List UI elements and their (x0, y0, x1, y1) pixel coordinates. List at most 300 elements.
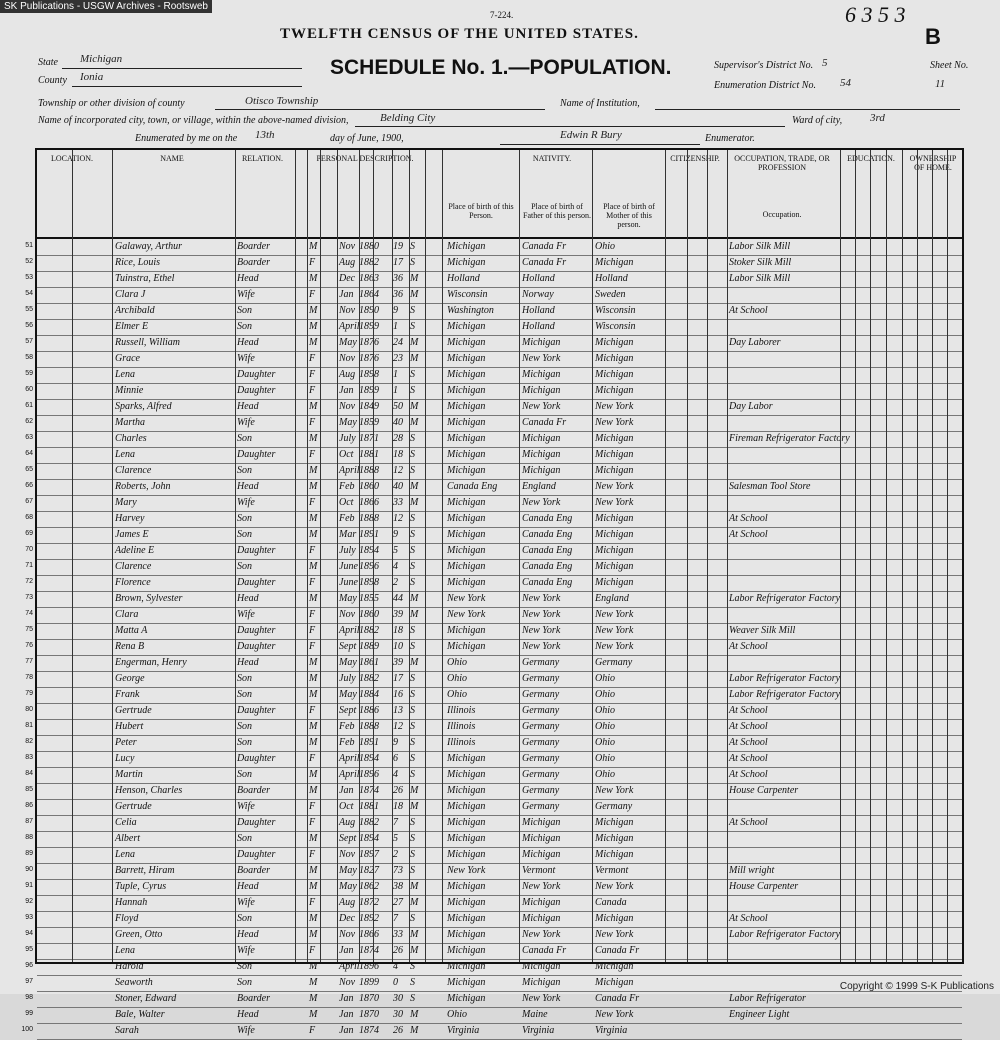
cell-pb: Michigan (447, 241, 486, 252)
cell-name: Grace (115, 353, 140, 364)
cell-age: 18 (393, 449, 403, 460)
table-row (25, 495, 962, 511)
cell-age: 1 (393, 369, 398, 380)
row-number: 84 (25, 770, 33, 777)
cell-pm: New York (595, 641, 634, 652)
cell-pf: England (522, 481, 556, 492)
cell-sex: M (309, 833, 318, 844)
row-number: 69 (25, 530, 33, 537)
cell-sex: F (309, 385, 316, 396)
cell-pf: New York (522, 609, 561, 620)
table-row (25, 895, 962, 911)
cell-pf: New York (522, 993, 561, 1004)
day-value: 13th (255, 129, 275, 141)
cell-yr: 1894 (359, 753, 379, 764)
cell-sex: M (309, 865, 318, 876)
cell-name: Harvey (115, 513, 145, 524)
row-number: 56 (25, 322, 33, 329)
cell-pf: Maine (522, 1009, 548, 1020)
cell-rel: Son (237, 961, 252, 972)
table-row (25, 815, 962, 831)
cell-mo: Feb (339, 737, 355, 748)
row-number: 88 (25, 834, 33, 841)
cell-age: 17 (393, 257, 403, 268)
cell-rel: Son (237, 433, 252, 444)
cell-yr: 1888 (359, 721, 379, 732)
table-row (25, 479, 962, 495)
cell-pb: Holland (447, 273, 480, 284)
cell-pf: Holland (522, 305, 555, 316)
cell-mo: Sept (339, 641, 357, 652)
cell-occ: Labor Refrigerator Factory (729, 929, 841, 940)
cell-name: Russell, William (115, 337, 180, 348)
cell-name: Roberts, John (115, 481, 171, 492)
cell-mo: Jan (339, 785, 354, 796)
cell-age: 13 (393, 705, 403, 716)
cell-sex: M (309, 593, 318, 604)
cell-age: 4 (393, 961, 398, 972)
cell-sex: M (309, 689, 318, 700)
cell-rel: Son (237, 673, 252, 684)
table-row (25, 879, 962, 895)
cell-rel: Head (237, 401, 259, 412)
cell-age: 39 (393, 609, 403, 620)
cell-pm: Ohio (595, 673, 615, 684)
cell-ms: S (410, 721, 415, 732)
cell-pm: Sweden (595, 289, 626, 300)
cell-pm: Ohio (595, 705, 615, 716)
row-number: 52 (25, 258, 33, 265)
cell-ms: S (410, 241, 415, 252)
cell-name: Mary (115, 497, 137, 508)
cell-rel: Head (237, 481, 259, 492)
cell-name: Rice, Louis (115, 257, 160, 268)
cell-mo: Sept (339, 705, 357, 716)
cell-pb: Michigan (447, 945, 486, 956)
cell-mo: April (339, 769, 360, 780)
cell-name: Lena (115, 945, 135, 956)
cell-pm: Ohio (595, 721, 615, 732)
table-row (25, 287, 962, 303)
cell-pb: New York (447, 865, 486, 876)
cell-pm: Michigan (595, 833, 634, 844)
source-banner: SK Publications - USGW Archives - Rootsweb (0, 0, 212, 13)
table-row (25, 319, 962, 335)
cell-yr: 1871 (359, 433, 379, 444)
cell-age: 0 (393, 977, 398, 988)
cell-age: 30 (393, 1009, 403, 1020)
cell-rel: Head (237, 1009, 259, 1020)
cell-pm: Wisconsin (595, 305, 636, 316)
cell-yr: 1894 (359, 833, 379, 844)
cell-ms: M (410, 481, 419, 492)
cell-yr: 1860 (359, 609, 379, 620)
cell-sex: M (309, 657, 318, 668)
cell-pb: Michigan (447, 977, 486, 988)
table-row (25, 367, 962, 383)
cell-pm: New York (595, 417, 634, 428)
cell-rel: Son (237, 305, 252, 316)
table-row (25, 591, 962, 607)
cell-mo: Nov (339, 241, 356, 252)
cell-yr: 1872 (359, 897, 379, 908)
cell-pm: New York (595, 785, 634, 796)
cell-yr: 1876 (359, 353, 379, 364)
cell-rel: Son (237, 513, 252, 524)
cell-sex: M (309, 977, 318, 988)
cell-pb: Michigan (447, 801, 486, 812)
cell-yr: 1881 (359, 801, 379, 812)
cell-pf: Michigan (522, 369, 561, 380)
row-number: 60 (25, 386, 33, 393)
cell-age: 12 (393, 465, 403, 476)
cell-sex: F (309, 817, 316, 828)
cell-ms: S (410, 849, 415, 860)
cell-pm: New York (595, 481, 634, 492)
cell-pm: Wisconsin (595, 321, 636, 332)
cell-yr: 1898 (359, 369, 379, 380)
cell-mo: Nov (339, 929, 356, 940)
cell-rel: Son (237, 913, 252, 924)
cell-pb: Ohio (447, 673, 467, 684)
cell-pm: New York (595, 625, 634, 636)
cell-mo: Jan (339, 385, 354, 396)
cell-yr: 1890 (359, 305, 379, 316)
cell-pm: England (595, 593, 629, 604)
cell-pb: New York (447, 609, 486, 620)
table-row (25, 639, 962, 655)
cell-yr: 1888 (359, 513, 379, 524)
cell-name: Hannah (115, 897, 148, 908)
cell-pb: Michigan (447, 833, 486, 844)
cell-ms: S (410, 961, 415, 972)
cell-pb: Michigan (447, 561, 486, 572)
cell-yr: 1874 (359, 1025, 379, 1036)
row-number: 74 (25, 610, 33, 617)
cell-pb: Michigan (447, 641, 486, 652)
row-number: 100 (21, 1026, 33, 1033)
cell-rel: Wife (237, 353, 255, 364)
cell-ms: M (410, 801, 419, 812)
cell-ms: M (410, 401, 419, 412)
cell-yr: 1880 (359, 241, 379, 252)
row-number: 65 (25, 466, 33, 473)
cell-pf: Canada Eng (522, 545, 573, 556)
cell-rel: Head (237, 273, 259, 284)
cell-mo: Oct (339, 801, 354, 812)
cell-age: 2 (393, 577, 398, 588)
cell-rel: Boarder (237, 241, 270, 252)
cell-yr: 1882 (359, 257, 379, 268)
cell-occ: At School (729, 641, 768, 652)
cell-sex: M (309, 673, 318, 684)
cell-name: Charles (115, 433, 147, 444)
cell-pm: Ohio (595, 753, 615, 764)
cell-age: 1 (393, 321, 398, 332)
cell-yr: 1884 (359, 689, 379, 700)
table-row (25, 799, 962, 815)
cell-ms: S (410, 513, 415, 524)
cell-age: 39 (393, 657, 403, 668)
cell-pf: Germany (522, 705, 560, 716)
cell-ms: S (410, 433, 415, 444)
cell-pb: Ohio (447, 1009, 467, 1020)
cell-mo: Jan (339, 993, 354, 1004)
cell-rel: Head (237, 593, 259, 604)
cell-pm: Michigan (595, 529, 634, 540)
cell-pb: New York (447, 593, 486, 604)
table-row (25, 943, 962, 959)
cell-rel: Wife (237, 897, 255, 908)
cell-sex: M (309, 881, 318, 892)
cell-rel: Daughter (237, 577, 276, 588)
cell-name: Tuinstra, Ethel (115, 273, 175, 284)
cell-occ: Day Labor (729, 401, 773, 412)
table-row (25, 383, 962, 399)
cell-mo: Nov (339, 849, 356, 860)
row-number: 79 (25, 690, 33, 697)
cell-name: Elmer E (115, 321, 149, 332)
cell-occ: Day Laborer (729, 337, 781, 348)
cell-sex: F (309, 897, 316, 908)
cell-pb: Michigan (447, 353, 486, 364)
cell-occ: At School (729, 913, 768, 924)
cell-name: Lena (115, 849, 135, 860)
row-number: 77 (25, 658, 33, 665)
cell-mo: May (339, 417, 357, 428)
cell-name: Bale, Walter (115, 1009, 165, 1020)
cell-pb: Michigan (447, 497, 486, 508)
row-number: 99 (25, 1010, 33, 1017)
cell-pf: Germany (522, 673, 560, 684)
cell-name: Seaworth (115, 977, 153, 988)
cell-ms: S (410, 625, 415, 636)
cell-occ: Stoker Silk Mill (729, 257, 792, 268)
cell-sex: M (309, 529, 318, 540)
cell-yr: 1862 (359, 881, 379, 892)
cell-sex: M (309, 721, 318, 732)
cell-mo: Nov (339, 305, 356, 316)
cell-mo: May (339, 593, 357, 604)
county-label: County (38, 75, 67, 86)
cell-mo: Aug (339, 817, 356, 828)
table-row (25, 463, 962, 479)
row-number: 96 (25, 962, 33, 969)
cell-pb: Michigan (447, 881, 486, 892)
cell-pm: Michigan (595, 369, 634, 380)
cell-mo: Jan (339, 1025, 354, 1036)
cell-yr: 1849 (359, 401, 379, 412)
cell-age: 24 (393, 337, 403, 348)
table-row (25, 687, 962, 703)
cell-name: Lena (115, 449, 135, 460)
cell-age: 12 (393, 513, 403, 524)
cell-occ: Engineer Light (729, 1009, 790, 1020)
cell-ms: M (410, 417, 419, 428)
cell-age: 9 (393, 737, 398, 748)
personal-description-header: PERSONAL DESCRIPTION. (316, 154, 414, 163)
cell-pf: New York (522, 497, 561, 508)
cell-pm: Michigan (595, 577, 634, 588)
cell-pf: Germany (522, 721, 560, 732)
cell-yr: 1891 (359, 529, 379, 540)
table-row (25, 863, 962, 879)
cell-yr: 1864 (359, 289, 379, 300)
cell-rel: Daughter (237, 625, 276, 636)
cell-rel: Son (237, 769, 252, 780)
cell-ms: S (410, 577, 415, 588)
row-number: 73 (25, 594, 33, 601)
table-row (25, 783, 962, 799)
table-row (25, 975, 962, 991)
cell-mo: April (339, 625, 360, 636)
cell-mo: May (339, 657, 357, 668)
cell-pb: Michigan (447, 337, 486, 348)
cell-pb: Wisconsin (447, 289, 488, 300)
cell-pm: Michigan (595, 977, 634, 988)
cell-rel: Boarder (237, 865, 270, 876)
cell-yr: 1870 (359, 1009, 379, 1020)
cell-rel: Daughter (237, 705, 276, 716)
schedule-title: SCHEDULE No. 1.—POPULATION. (330, 56, 672, 79)
cell-pm: Michigan (595, 433, 634, 444)
cell-name: Clara (115, 609, 139, 620)
enumeration-label: Enumeration District No. (714, 80, 816, 91)
table-header (37, 150, 962, 239)
cell-name: George (115, 673, 145, 684)
cell-ms: S (410, 321, 415, 332)
cell-yr: 1870 (359, 993, 379, 1004)
cell-age: 33 (393, 929, 403, 940)
cell-sex: F (309, 753, 316, 764)
cell-pm: Germany (595, 657, 633, 668)
cell-age: 19 (393, 241, 403, 252)
cell-name: Gertrude (115, 801, 152, 812)
cell-pb: Michigan (447, 769, 486, 780)
cell-sex: F (309, 801, 316, 812)
cell-pf: New York (522, 929, 561, 940)
table-row (25, 511, 962, 527)
cell-pm: Canada Fr (595, 993, 640, 1004)
cell-sex: M (309, 513, 318, 524)
cell-mo: Sept (339, 833, 357, 844)
cell-ms: M (410, 273, 419, 284)
cell-occ: Mill wright (729, 865, 775, 876)
cell-mo: Nov (339, 609, 356, 620)
cell-ms: S (410, 305, 415, 316)
cell-pb: Michigan (447, 849, 486, 860)
cell-yr: 1896 (359, 769, 379, 780)
row-number: 93 (25, 914, 33, 921)
cell-ms: S (410, 545, 415, 556)
cell-name: Rena B (115, 641, 145, 652)
cell-pm: Canada (595, 897, 627, 908)
state-value: Michigan (80, 53, 123, 65)
row-number: 80 (25, 706, 33, 713)
cell-occ: At School (729, 513, 768, 524)
table-row (25, 911, 962, 927)
cell-yr: 1882 (359, 817, 379, 828)
cell-occ: At School (729, 753, 768, 764)
cell-yr: 1896 (359, 561, 379, 572)
cell-rel: Head (237, 657, 259, 668)
cell-rel: Daughter (237, 545, 276, 556)
cell-ms: S (410, 561, 415, 572)
cell-rel: Daughter (237, 753, 276, 764)
cell-mo: April (339, 753, 360, 764)
cell-pm: Michigan (595, 545, 634, 556)
cell-occ: House Carpenter (729, 881, 799, 892)
cell-pb: Michigan (447, 321, 486, 332)
cell-mo: Mar (339, 529, 357, 540)
cell-name: Sparks, Alfred (115, 401, 172, 412)
cell-pf: Canada Eng (522, 561, 573, 572)
cell-occ: At School (729, 737, 768, 748)
cell-age: 9 (393, 305, 398, 316)
table-row (25, 623, 962, 639)
cell-age: 9 (393, 529, 398, 540)
row-number: 57 (25, 338, 33, 345)
cell-age: 73 (393, 865, 403, 876)
cell-pb: Michigan (447, 385, 486, 396)
row-number: 85 (25, 786, 33, 793)
cell-mo: Aug (339, 369, 356, 380)
cell-sex: F (309, 369, 316, 380)
cell-rel: Daughter (237, 817, 276, 828)
cell-rel: Son (237, 465, 252, 476)
cell-ms: S (410, 257, 415, 268)
cell-rel: Wife (237, 289, 255, 300)
cell-ms: M (410, 289, 419, 300)
cell-age: 23 (393, 353, 403, 364)
cell-mo: Dec (339, 273, 356, 284)
cell-sex: F (309, 849, 316, 860)
table-row (25, 575, 962, 591)
cell-mo: Aug (339, 897, 356, 908)
table-row (25, 831, 962, 847)
cell-pb: Illinois (447, 737, 476, 748)
cell-rel: Wife (237, 945, 255, 956)
cell-mo: Feb (339, 481, 355, 492)
cell-mo: Feb (339, 721, 355, 732)
cell-age: 17 (393, 673, 403, 684)
cell-pm: Michigan (595, 817, 634, 828)
row-number: 97 (25, 978, 33, 985)
enumerated-label: Enumerated by me on the (135, 133, 238, 144)
cell-mo: July (339, 545, 356, 556)
cell-name: Hubert (115, 721, 144, 732)
cell-pb: Michigan (447, 417, 486, 428)
cell-yr: 1896 (359, 961, 379, 972)
cell-sex: M (309, 481, 318, 492)
cell-pf: Michigan (522, 449, 561, 460)
cell-name: Clara J (115, 289, 146, 300)
cell-ms: M (410, 881, 419, 892)
cell-name: Minnie (115, 385, 144, 396)
cell-name: Adeline E (115, 545, 155, 556)
row-number: 75 (25, 626, 33, 633)
cell-occ: Weaver Silk Mill (729, 625, 796, 636)
cell-age: 33 (393, 497, 403, 508)
cell-ms: M (410, 593, 419, 604)
cell-pf: Canada Fr (522, 257, 567, 268)
row-number: 94 (25, 930, 33, 937)
row-number: 63 (25, 434, 33, 441)
cell-pf: Germany (522, 801, 560, 812)
cell-pm: Canada Fr (595, 945, 640, 956)
cell-mo: Dec (339, 913, 356, 924)
state-label: State (38, 57, 58, 68)
